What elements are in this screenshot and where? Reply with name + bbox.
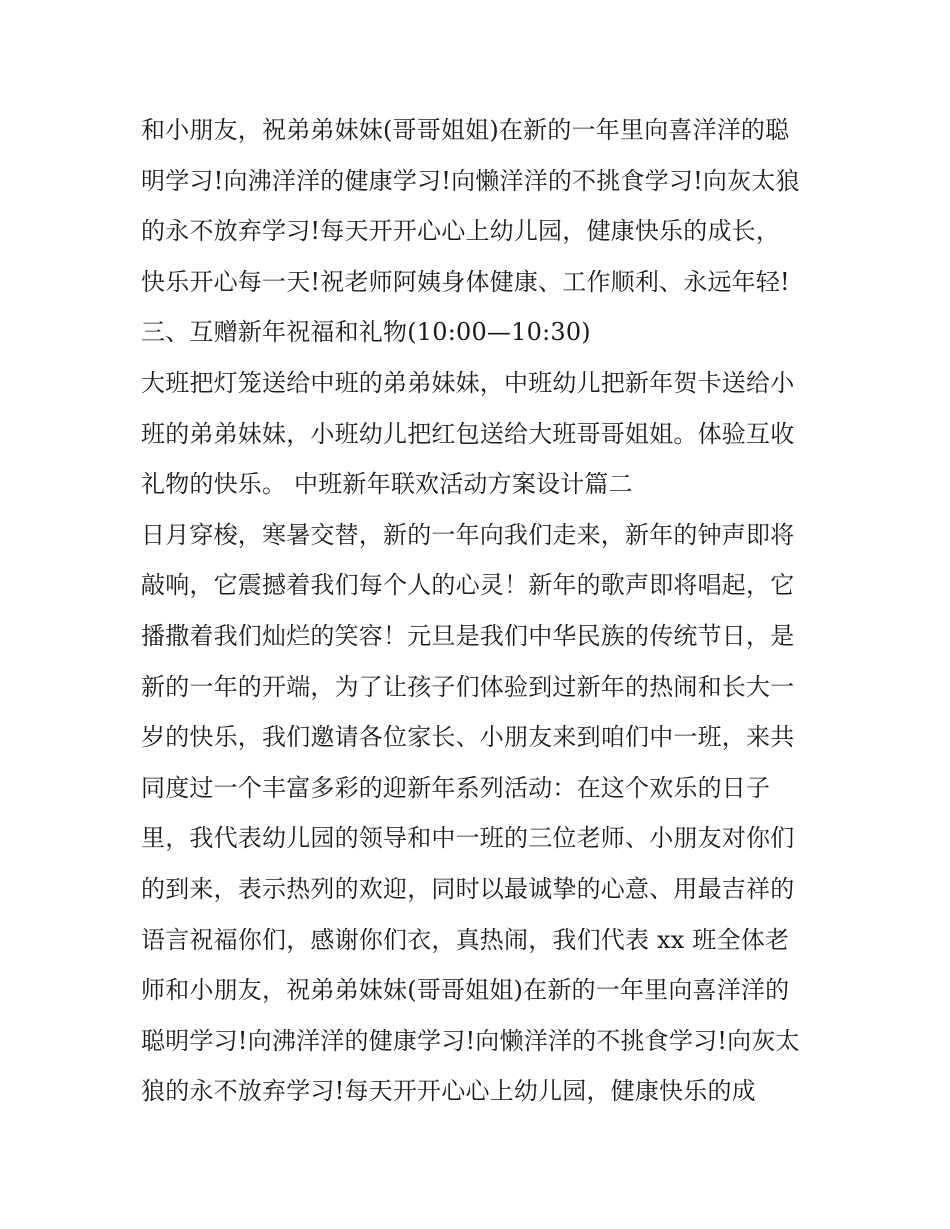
text-line: 聪明学习!向沸洋洋的健康学习!向懒洋洋的不挑食学习!向灰太 [141,1027,800,1055]
text-line: 和小朋友，祝弟弟妹妹(哥哥姐姐)在新的一年里向喜洋洋的聪 [141,116,790,144]
section-heading: 三、互赠新年祝福和礼物(10:00—10:30) [141,318,591,346]
text-line: 敲响，它震撼着我们每个人的心灵！新年的歌声即将唱起，它 [141,571,795,599]
text-line: 日月穿梭，寒暑交替，新的一年向我们走来，新年的钟声即将 [141,521,795,549]
text-line: 的永不放弃学习!每天开开心心上幼儿园，健康快乐的成长， [141,217,781,245]
text-line: 语言祝福你们，感谢你们衣，真热闹，我们代表 xx 班全体老 [141,926,790,954]
text-line: 狼的永不放弃学习!每天开开心心上幼儿园，健康快乐的成 [141,1077,756,1105]
text-line: 礼物的快乐。 中班新年联欢活动方案设计篇二 [141,470,633,498]
text-line: 岁的快乐，我们邀请各位家长、小朋友来到咱们中一班，来共 [141,723,795,751]
text-line: 大班把灯笼送给中班的弟弟妹妹，中班幼儿把新年贺卡送给小 [141,369,795,397]
text-line: 里，我代表幼儿园的领导和中一班的三位老师、小朋友对你们 [141,824,795,852]
text-line: 的到来，表示热列的欢迎，同时以最诚挚的心意、用最吉祥的 [141,875,795,903]
text-line: 快乐开心每一天!祝老师阿姨身体健康、工作顺利、永远年轻! [141,268,790,296]
text-line: 班的弟弟妹妹，小班幼儿把红包送给大班哥哥姐姐。体验互收 [141,420,795,448]
text-line: 师和小朋友，祝弟弟妹妹(哥哥姐姐)在新的一年里向喜洋洋的 [141,976,790,1004]
text-line: 同度过一个丰富多彩的迎新年系列活动：在这个欢乐的日子 [141,774,771,802]
text-line: 新的一年的开端，为了让孩子们体验到过新年的热闹和长大一 [141,673,795,701]
text-line: 播撒着我们灿烂的笑容！元旦是我们中华民族的传统节日，是 [141,622,795,650]
text-line: 明学习!向沸洋洋的健康学习!向懒洋洋的不挑食学习!向灰太狼 [141,167,800,195]
